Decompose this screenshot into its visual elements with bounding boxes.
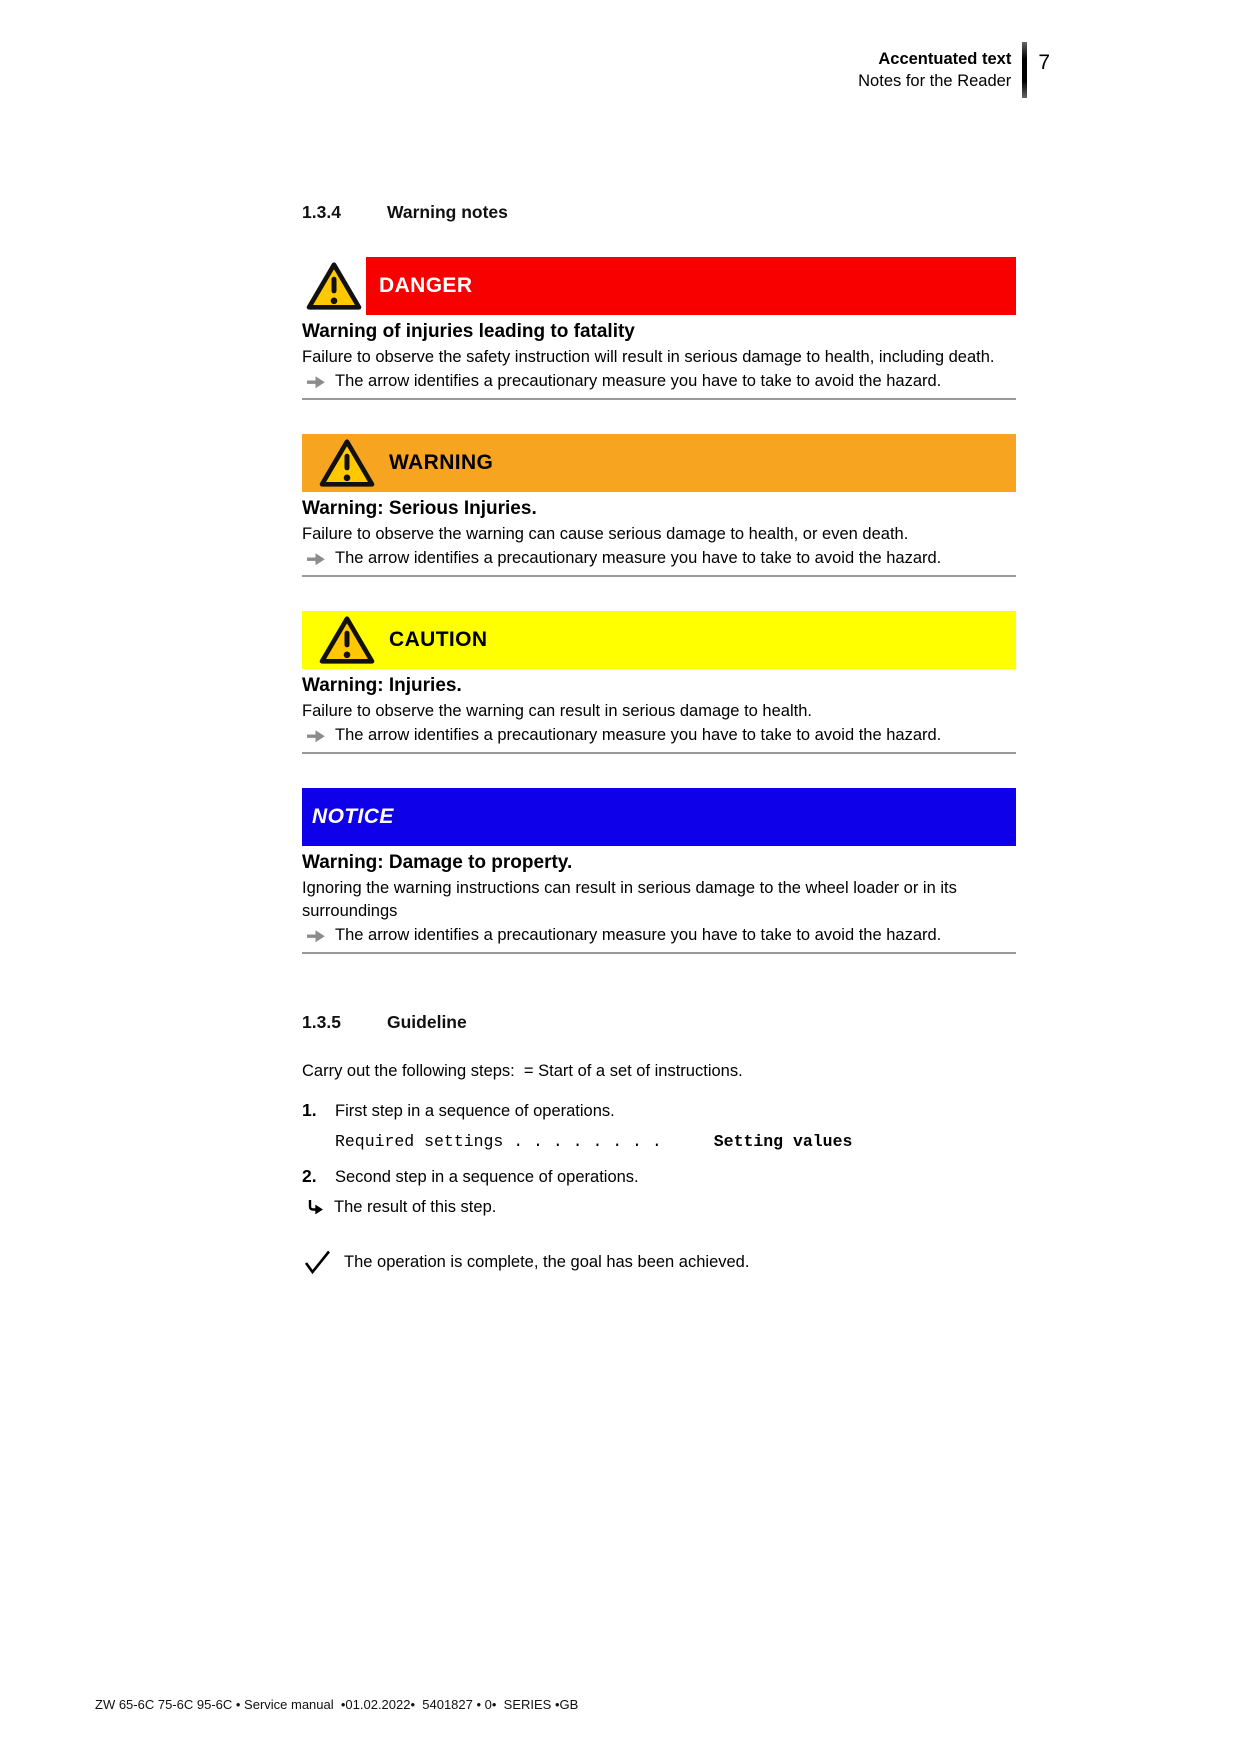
step-result-line bbox=[302, 1196, 1016, 1219]
warning-heading: Warning: Serious Injuries. bbox=[302, 498, 537, 519]
warning-body: Failure to observe the warning can cause serious damage to health, or even death. bbox=[302, 525, 909, 543]
warning-triangle-icon bbox=[302, 257, 366, 315]
danger-precaution-text: The arrow identifies a precautionary measure you have to take to avoid the hazard. bbox=[335, 372, 942, 390]
warning-precaution-text: The arrow identifies a precautionary measure you have to take to avoid the hazard. bbox=[335, 549, 942, 567]
guideline-step-2 bbox=[302, 1166, 1016, 1189]
danger-heading: Warning of injuries leading to fatality bbox=[302, 321, 635, 342]
caution-block bbox=[302, 611, 1016, 754]
operation-complete-text: The operation is complete, the goal has been achieved. bbox=[344, 1252, 750, 1271]
section-title: Guideline bbox=[387, 1012, 467, 1032]
checkmark-icon bbox=[304, 1250, 331, 1275]
header-context bbox=[858, 48, 1011, 92]
operation-complete-line bbox=[302, 1250, 1016, 1275]
danger-body: Failure to observe the safety instruction will result in serious damage to health, including death. bbox=[302, 348, 995, 366]
header-divider-bar bbox=[1022, 42, 1027, 98]
notice-precaution-line bbox=[302, 924, 1016, 947]
warning-banner bbox=[302, 434, 1016, 492]
page-number: 7 bbox=[1038, 51, 1050, 74]
required-settings-line bbox=[335, 1132, 1016, 1151]
caution-precaution-text: The arrow identifies a precautionary measure you have to take to avoid the hazard. bbox=[335, 726, 942, 744]
step-result-text: The result of this step. bbox=[334, 1197, 497, 1216]
notice-precaution-text: The arrow identifies a precautionary measure you have to take to avoid the hazard. bbox=[335, 926, 942, 944]
caution-banner bbox=[302, 611, 1016, 669]
caution-banner-label: CAUTION bbox=[389, 628, 488, 651]
step-number: 1. bbox=[302, 1099, 317, 1120]
danger-banner bbox=[302, 257, 1016, 315]
notice-banner bbox=[302, 788, 1016, 846]
warning-precaution-line bbox=[302, 547, 1016, 570]
hook-arrow-icon bbox=[307, 1199, 324, 1215]
right-arrow-icon bbox=[306, 552, 326, 566]
warning-triangle-icon bbox=[318, 611, 376, 669]
danger-banner-label: DANGER bbox=[379, 274, 473, 297]
step-number: 2. bbox=[302, 1165, 317, 1186]
section-title: Warning notes bbox=[387, 202, 508, 222]
page-header bbox=[600, 42, 1050, 98]
step-text: Second step in a sequence of operations. bbox=[335, 1167, 639, 1186]
divider-line bbox=[302, 398, 1016, 400]
notice-heading: Warning: Damage to property. bbox=[302, 852, 573, 873]
section-heading-warning-notes bbox=[302, 202, 1016, 223]
divider-line bbox=[302, 752, 1016, 754]
notice-block bbox=[302, 788, 1016, 954]
section-number: 1.3.4 bbox=[302, 202, 341, 222]
section-heading-guideline bbox=[302, 1012, 1016, 1033]
guideline-intro: Carry out the following steps: = Start of a set of instructions. bbox=[302, 1062, 743, 1080]
danger-block bbox=[302, 257, 1016, 400]
page-footer: ZW 65-6C 75-6C 95-6C • Service manual •01.02.2022• 5401827 • 0• SERIES •GB bbox=[95, 1697, 579, 1712]
header-context-subtitle: Notes for the Reader bbox=[858, 72, 1012, 90]
right-arrow-icon bbox=[306, 375, 326, 389]
warning-block bbox=[302, 434, 1016, 577]
header-context-title: Accentuated text bbox=[878, 50, 1012, 68]
setting-values-label: Setting values bbox=[713, 1131, 853, 1151]
caution-body: Failure to observe the warning can result in serious damage to health. bbox=[302, 702, 812, 720]
caution-heading: Warning: Injuries. bbox=[302, 675, 462, 696]
warning-triangle-icon bbox=[318, 434, 376, 492]
caution-precaution-line bbox=[302, 724, 1016, 747]
right-arrow-icon bbox=[306, 929, 326, 943]
divider-line bbox=[302, 575, 1016, 577]
right-arrow-icon bbox=[306, 729, 326, 743]
section-number: 1.3.5 bbox=[302, 1012, 341, 1032]
notice-body: Ignoring the warning instructions can result in serious damage to the wheel loader or in its surroundings bbox=[302, 879, 957, 920]
required-settings-label: Required settings . . . . . . . . bbox=[335, 1131, 662, 1151]
divider-line bbox=[302, 952, 1016, 954]
danger-precaution-line bbox=[302, 370, 1016, 393]
guideline-step-1 bbox=[302, 1100, 1016, 1123]
notice-banner-label: NOTICE bbox=[312, 805, 394, 828]
step-text: First step in a sequence of operations. bbox=[335, 1101, 615, 1120]
warning-banner-label: WARNING bbox=[389, 451, 494, 474]
content-column bbox=[302, 202, 1016, 1275]
